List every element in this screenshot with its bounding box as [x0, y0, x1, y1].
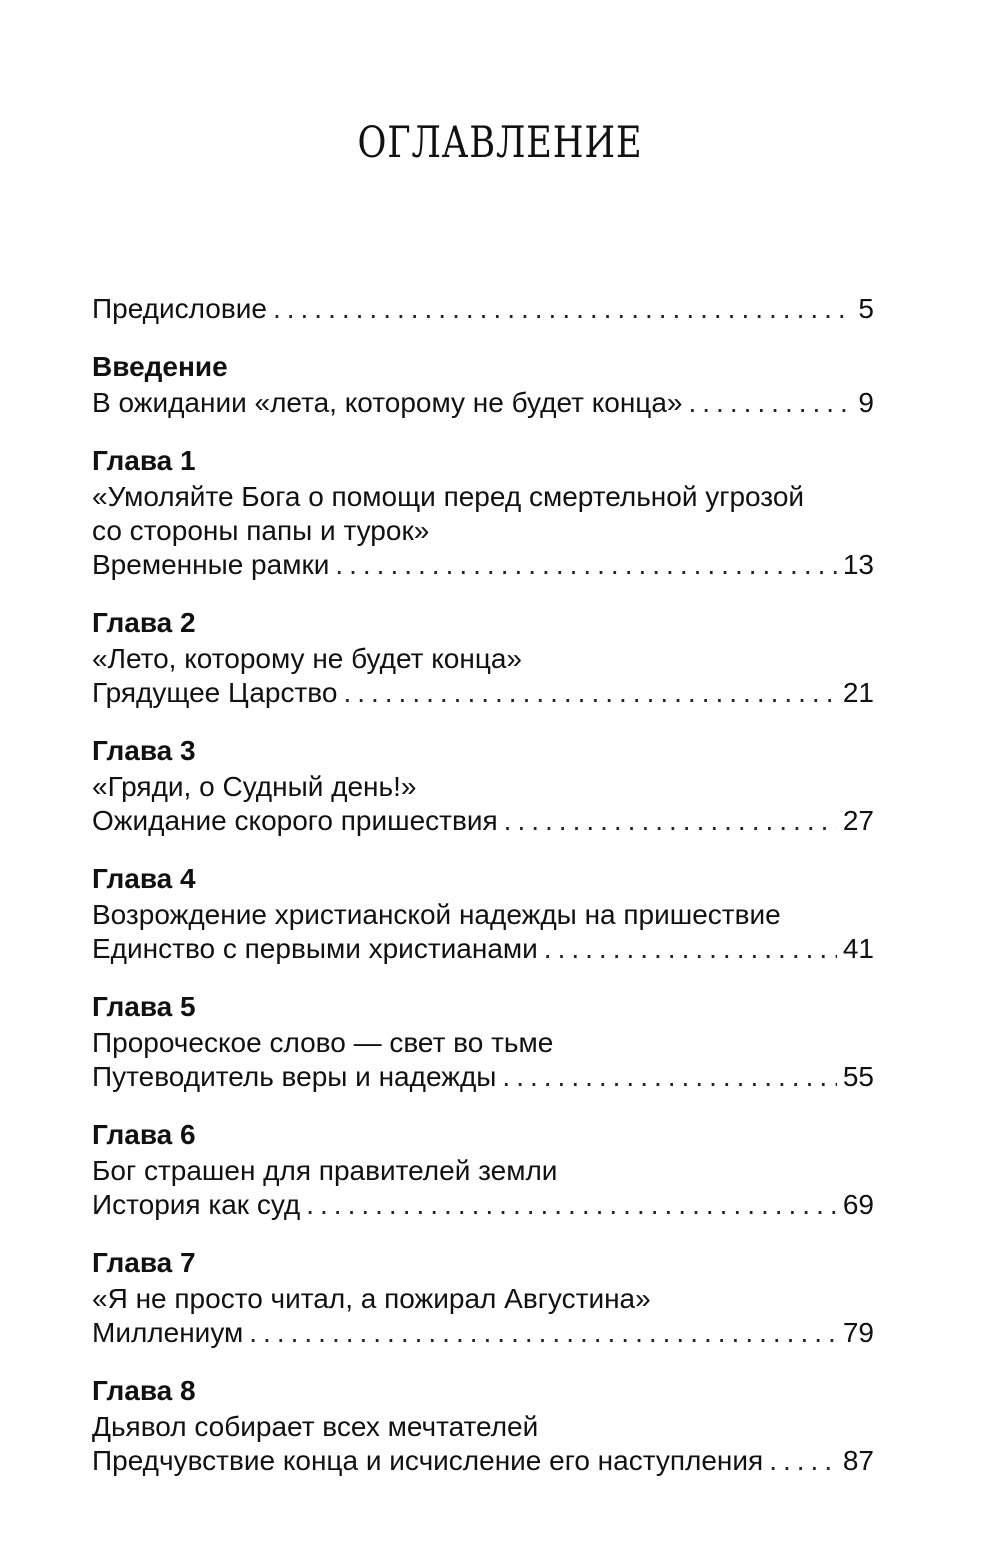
toc-section-title: Единство с первыми христианами	[92, 933, 538, 964]
toc-leader-row	[92, 804, 874, 838]
page-title: ОГЛАВЛЕНИЕ	[357, 118, 643, 168]
toc-section-title: Временные рамки	[92, 549, 330, 580]
toc-leader-row	[92, 292, 874, 326]
page-number: 79	[842, 1317, 874, 1348]
dot-leader	[769, 1444, 837, 1478]
page-number: 55	[842, 1061, 874, 1092]
toc-chapter-heading: Глава 7	[92, 1247, 196, 1278]
toc-chapter-heading: Глава 2	[92, 607, 196, 638]
dot-leader	[504, 804, 837, 838]
toc-chapter-title-line: «Лето, которому не будет конца»	[92, 643, 522, 674]
dot-leader	[544, 932, 837, 966]
toc-chapter-heading: Глава 4	[92, 863, 196, 894]
toc-leader-row	[92, 932, 874, 966]
toc-leader-row	[92, 676, 874, 710]
page-number: 21	[842, 677, 874, 708]
toc-leader-row	[92, 1444, 874, 1478]
toc-entry	[92, 732, 874, 838]
page-number: 5	[858, 293, 874, 324]
toc-chapter-title-line: «Я не просто читал, а пожирал Августина»	[92, 1283, 651, 1314]
toc-leader-row	[92, 1188, 874, 1222]
toc-entry	[92, 1372, 874, 1478]
toc-section-title: Предисловие	[92, 293, 267, 324]
toc-chapter-title-line: «Умоляйте Бога о помощи перед смертельной угрозой	[92, 481, 805, 512]
toc-leader-row	[92, 1316, 874, 1350]
toc-entry	[92, 860, 874, 966]
toc-section-title: Грядущее Царство	[92, 677, 338, 708]
toc-leader-row	[92, 548, 874, 582]
dot-leader	[249, 1316, 837, 1350]
dot-leader	[502, 1060, 836, 1094]
page-number: 41	[842, 933, 874, 964]
toc-chapter-heading: Введение	[92, 351, 228, 382]
table-of-contents	[92, 292, 874, 1500]
dot-leader	[335, 548, 837, 582]
dot-leader	[343, 676, 836, 710]
toc-chapter-heading: Глава 1	[92, 445, 196, 476]
toc-chapter-heading: Глава 6	[92, 1119, 196, 1150]
toc-entry	[92, 292, 874, 326]
toc-section-title: Путеводитель веры и надежды	[92, 1061, 497, 1092]
page-number: 13	[842, 549, 874, 580]
page-number: 27	[842, 805, 874, 836]
page-number: 87	[842, 1445, 874, 1476]
toc-chapter-title-line: Бог страшен для правителей земли	[92, 1155, 558, 1186]
toc-section-title: Ожидание скорого пришествия	[92, 805, 498, 836]
toc-entry	[92, 604, 874, 710]
toc-entry	[92, 988, 874, 1094]
toc-section-title: Предчувствие конца и исчисление его наступления	[92, 1445, 764, 1476]
toc-chapter-heading: Глава 5	[92, 991, 196, 1022]
dot-leader	[306, 1188, 837, 1222]
toc-section-title: В ожидании «лета, которому не будет конца»	[92, 387, 683, 418]
toc-chapter-title-line: Возрождение христианской надежды на пришествие	[92, 899, 781, 930]
dot-leader	[273, 292, 852, 326]
toc-section-title: Миллениум	[92, 1317, 244, 1348]
toc-entry	[92, 348, 874, 420]
toc-leader-row	[92, 386, 874, 420]
toc-chapter-title-line: со стороны папы и турок»	[92, 515, 430, 546]
dot-leader	[688, 386, 852, 420]
toc-section-title: История как суд	[92, 1189, 301, 1220]
page-number: 9	[858, 387, 874, 418]
toc-leader-row	[92, 1060, 874, 1094]
toc-chapter-heading: Глава 8	[92, 1375, 196, 1406]
toc-entry	[92, 1116, 874, 1222]
toc-chapter-title-line: Дьявол собирает всех мечтателей	[92, 1411, 539, 1442]
toc-chapter-title-line: «Гряди, о Судный день!»	[92, 771, 417, 802]
toc-entry	[92, 442, 874, 582]
page-number: 69	[842, 1189, 874, 1220]
toc-chapter-heading: Глава 3	[92, 735, 196, 766]
toc-entry	[92, 1244, 874, 1350]
toc-chapter-title-line: Пророческое слово — свет во тьме	[92, 1027, 554, 1058]
